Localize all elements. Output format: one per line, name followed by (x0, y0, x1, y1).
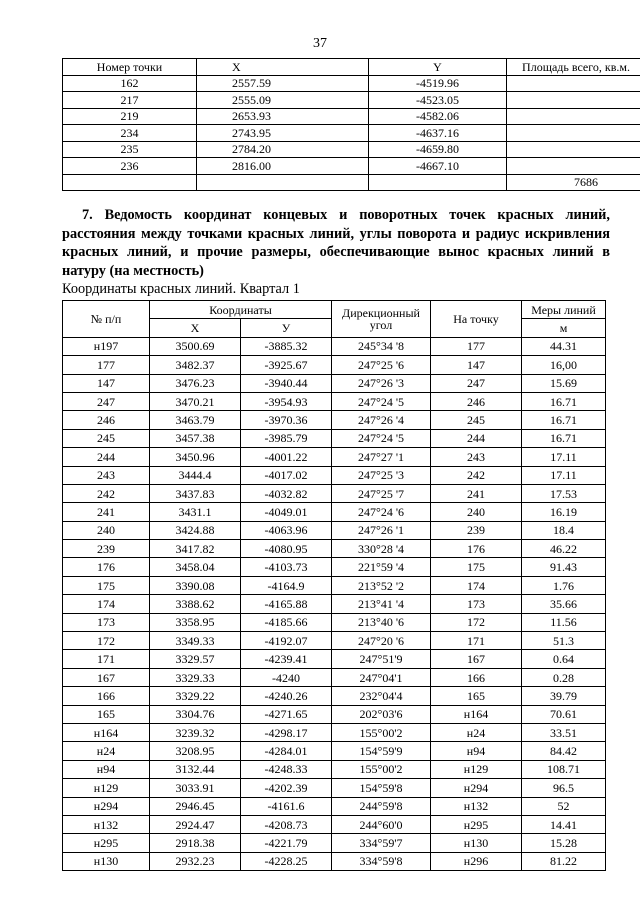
point-number-cell: 165 (63, 705, 150, 723)
table-row (63, 108, 640, 125)
column-header-to-point: На точку (431, 301, 522, 338)
table-row (63, 576, 606, 594)
line-length-cell: 91.43 (522, 558, 606, 576)
table-row (63, 503, 606, 521)
red-lines-coordinates-table (62, 300, 606, 871)
to-point-cell: 241 (431, 484, 522, 502)
table-cell: -4637.16 (369, 125, 507, 142)
table-cell: 2653.93 (197, 108, 369, 125)
point-number-cell: н295 (63, 834, 150, 852)
x-cell: 3132.44 (150, 760, 241, 778)
to-point-cell: 247 (431, 374, 522, 392)
direction-angle-cell: 221°59 '4 (332, 558, 431, 576)
table-row (63, 374, 606, 392)
line-length-cell: 39.79 (522, 687, 606, 705)
table-row (63, 484, 606, 502)
table-row (63, 466, 606, 484)
table-row (63, 521, 606, 539)
point-number-cell: н94 (63, 760, 150, 778)
table-cell: 162 (63, 75, 197, 92)
table-cell: 2557.59 (197, 75, 369, 92)
column-header-unit: м (522, 319, 606, 337)
x-cell: 3329.57 (150, 650, 241, 668)
table-row (63, 797, 606, 815)
table-row (63, 613, 606, 631)
table-row (63, 760, 606, 778)
direction-angle-cell: 247°27 '1 (332, 448, 431, 466)
to-point-cell: 172 (431, 613, 522, 631)
direction-angle-cell: 247°51'9 (332, 650, 431, 668)
direction-angle-cell: 247°25 '7 (332, 484, 431, 502)
to-point-cell: 176 (431, 540, 522, 558)
point-number-cell: 247 (63, 392, 150, 410)
x-cell: 3208.95 (150, 742, 241, 760)
y-cell: -4161.6 (241, 797, 332, 815)
table-cell: 2555.09 (197, 92, 369, 109)
table-header-row (63, 301, 606, 319)
table-subtitle: Координаты красных линий. Квартал 1 (62, 281, 300, 297)
point-number-cell: 174 (63, 595, 150, 613)
table-cell: 235 (63, 141, 197, 158)
column-header-line-measures: Меры линий (522, 301, 606, 319)
line-length-cell: 16,00 (522, 356, 606, 374)
x-cell: 2932.23 (150, 852, 241, 870)
table-cell: 2816.00 (197, 158, 369, 175)
table-row (63, 158, 640, 175)
to-point-cell: 240 (431, 503, 522, 521)
area-points-table (62, 58, 640, 191)
column-header-coordinates: Координаты (150, 301, 332, 319)
x-cell: 3390.08 (150, 576, 241, 594)
y-cell: -4284.01 (241, 742, 332, 760)
line-length-cell: 46.22 (522, 540, 606, 558)
x-cell: 3417.82 (150, 540, 241, 558)
direction-angle-cell: 213°40 '6 (332, 613, 431, 631)
x-cell: 3437.83 (150, 484, 241, 502)
line-length-cell: 15.69 (522, 374, 606, 392)
table-cell: -4519.96 (369, 75, 507, 92)
table-header-row (63, 59, 640, 76)
line-length-cell: 0.64 (522, 650, 606, 668)
column-header-y: У (241, 319, 332, 337)
table-cell: 219 (63, 108, 197, 125)
point-number-cell: 241 (63, 503, 150, 521)
table-row (63, 356, 606, 374)
direction-angle-cell: 247°26 '1 (332, 521, 431, 539)
direction-angle-cell: 247°25 '6 (332, 356, 431, 374)
to-point-cell: 167 (431, 650, 522, 668)
y-cell: -3970.36 (241, 411, 332, 429)
column-header-x: X (150, 319, 241, 337)
table-cell: 217 (63, 92, 197, 109)
y-cell: -4239.41 (241, 650, 332, 668)
y-cell: -4221.79 (241, 834, 332, 852)
y-cell: -3925.67 (241, 356, 332, 374)
point-number-cell: 177 (63, 356, 150, 374)
y-cell: -4202.39 (241, 779, 332, 797)
table-cell (197, 174, 369, 191)
line-length-cell: 33.51 (522, 723, 606, 741)
direction-angle-cell: 155°00'2 (332, 760, 431, 778)
y-cell: -4248.33 (241, 760, 332, 778)
red-lines-coordinates-table-body (63, 337, 606, 870)
direction-angle-cell: 155°00'2 (332, 723, 431, 741)
y-cell: -4192.07 (241, 632, 332, 650)
y-cell: -4271.65 (241, 705, 332, 723)
x-cell: 3463.79 (150, 411, 241, 429)
point-number-cell: 246 (63, 411, 150, 429)
to-point-cell: н296 (431, 852, 522, 870)
direction-angle-cell: 247°24 '5 (332, 392, 431, 410)
y-cell: -4298.17 (241, 723, 332, 741)
table-row (63, 141, 640, 158)
x-cell: 3457.38 (150, 429, 241, 447)
point-number-cell: 244 (63, 448, 150, 466)
direction-angle-cell: 247°25 '3 (332, 466, 431, 484)
point-number-cell: 166 (63, 687, 150, 705)
line-length-cell: 35.66 (522, 595, 606, 613)
y-cell: -4165.88 (241, 595, 332, 613)
table-row (63, 558, 606, 576)
table-row (63, 595, 606, 613)
column-header-y: Y (369, 59, 507, 76)
table-cell: 236 (63, 158, 197, 175)
line-length-cell: 51.3 (522, 632, 606, 650)
section-number: 7. (82, 207, 93, 223)
direction-angle-cell: 244°60'0 (332, 815, 431, 833)
point-number-cell: 239 (63, 540, 150, 558)
x-cell: 3450.96 (150, 448, 241, 466)
direction-angle-cell: 202°03'6 (332, 705, 431, 723)
table-row (63, 779, 606, 797)
table-cell: 234 (63, 125, 197, 142)
to-point-cell: 171 (431, 632, 522, 650)
table-cell (507, 125, 640, 142)
line-length-cell: 44.31 (522, 337, 606, 355)
x-cell: 2946.45 (150, 797, 241, 815)
table-row (63, 723, 606, 741)
to-point-cell: 166 (431, 668, 522, 686)
y-cell: -4063.96 (241, 521, 332, 539)
x-cell: 3482.37 (150, 356, 241, 374)
area-total-value: 7686 (507, 174, 640, 191)
direction-angle-cell: 334°59'7 (332, 834, 431, 852)
table-row (63, 815, 606, 833)
direction-angle-cell: 247°24 '5 (332, 429, 431, 447)
x-cell: 3424.88 (150, 521, 241, 539)
x-cell: 2924.47 (150, 815, 241, 833)
column-header-point-number: Номер точки (63, 59, 197, 76)
x-cell: 3500.69 (150, 337, 241, 355)
table-row (63, 687, 606, 705)
point-number-cell: 243 (63, 466, 150, 484)
x-cell: 3329.33 (150, 668, 241, 686)
direction-angle-cell: 247°04'1 (332, 668, 431, 686)
y-cell: -4080.95 (241, 540, 332, 558)
x-cell: 3388.62 (150, 595, 241, 613)
line-length-cell: 16.71 (522, 411, 606, 429)
section-heading-text: Ведомость координат концевых и поворотных точек красных линий, расстояния между точками красных линий, углы поворота и радиус искривления красных линий, и прочие размеры, обеспечивающие вынос красных линий в натуру (на местность) (62, 207, 610, 279)
to-point-cell: 177 (431, 337, 522, 355)
direction-angle-cell: 154°59'9 (332, 742, 431, 760)
point-number-cell: 175 (63, 576, 150, 594)
table-row (63, 852, 606, 870)
column-header-direction-angle: Дирекционный угол (332, 301, 431, 338)
y-cell: -4049.01 (241, 503, 332, 521)
line-length-cell: 17.53 (522, 484, 606, 502)
table-cell (507, 158, 640, 175)
point-number-cell: 167 (63, 668, 150, 686)
y-cell: -3940.44 (241, 374, 332, 392)
line-length-cell: 84.42 (522, 742, 606, 760)
to-point-cell: 246 (431, 392, 522, 410)
line-length-cell: 18.4 (522, 521, 606, 539)
point-number-cell: н164 (63, 723, 150, 741)
table-cell (369, 174, 507, 191)
y-cell: -4017.02 (241, 466, 332, 484)
table-cell: -4582.06 (369, 108, 507, 125)
point-number-cell: 172 (63, 632, 150, 650)
page-number: 37 (313, 36, 327, 51)
table-cell: -4523.05 (369, 92, 507, 109)
y-cell: -4032.82 (241, 484, 332, 502)
to-point-cell: н94 (431, 742, 522, 760)
y-cell: -4240.26 (241, 687, 332, 705)
point-number-cell: 242 (63, 484, 150, 502)
direction-angle-cell: 245°34 '8 (332, 337, 431, 355)
y-cell: -4185.66 (241, 613, 332, 631)
point-number-cell: 173 (63, 613, 150, 631)
table-row (63, 337, 606, 355)
table-row (63, 411, 606, 429)
table-row (63, 448, 606, 466)
table-row (63, 834, 606, 852)
to-point-cell: н132 (431, 797, 522, 815)
x-cell: 3444.4 (150, 466, 241, 484)
table-cell: -4667.10 (369, 158, 507, 175)
point-number-cell: 171 (63, 650, 150, 668)
table-cell (507, 141, 640, 158)
table-row (63, 392, 606, 410)
to-point-cell: 239 (431, 521, 522, 539)
to-point-cell: 175 (431, 558, 522, 576)
point-number-cell: 176 (63, 558, 150, 576)
table-cell: 2743.95 (197, 125, 369, 142)
to-point-cell: 244 (431, 429, 522, 447)
x-cell: 3431.1 (150, 503, 241, 521)
table-row (63, 705, 606, 723)
point-number-cell: н132 (63, 815, 150, 833)
x-cell: 3033.91 (150, 779, 241, 797)
point-number-cell: н130 (63, 852, 150, 870)
y-cell: -4001.22 (241, 448, 332, 466)
table-cell (507, 92, 640, 109)
x-cell: 3304.76 (150, 705, 241, 723)
to-point-cell: н24 (431, 723, 522, 741)
point-number-cell: 240 (63, 521, 150, 539)
direction-angle-cell: 334°59'8 (332, 852, 431, 870)
to-point-cell: н130 (431, 834, 522, 852)
line-length-cell: 11.56 (522, 613, 606, 631)
table-cell (63, 174, 197, 191)
line-length-cell: 16.71 (522, 392, 606, 410)
line-length-cell: 70.61 (522, 705, 606, 723)
table-cell (507, 75, 640, 92)
y-cell: -4164.9 (241, 576, 332, 594)
column-header-area-total: Площадь всего, кв.м. (507, 59, 640, 76)
table-row (63, 650, 606, 668)
table-total-row (63, 174, 640, 191)
line-length-cell: 17.11 (522, 448, 606, 466)
table-row (63, 668, 606, 686)
x-cell: 3329.22 (150, 687, 241, 705)
to-point-cell: 173 (431, 595, 522, 613)
y-cell: -3954.93 (241, 392, 332, 410)
line-length-cell: 108.71 (522, 760, 606, 778)
x-cell: 2918.38 (150, 834, 241, 852)
table-cell: 2784.20 (197, 141, 369, 158)
to-point-cell: 165 (431, 687, 522, 705)
direction-angle-cell: 213°41 '4 (332, 595, 431, 613)
table-row (63, 540, 606, 558)
direction-angle-cell: 247°24 '6 (332, 503, 431, 521)
to-point-cell: н164 (431, 705, 522, 723)
line-length-cell: 14.41 (522, 815, 606, 833)
y-cell: -3885.32 (241, 337, 332, 355)
direction-angle-cell: 247°20 '6 (332, 632, 431, 650)
point-number-cell: 147 (63, 374, 150, 392)
table-row (63, 125, 640, 142)
to-point-cell: н294 (431, 779, 522, 797)
line-length-cell: 16.71 (522, 429, 606, 447)
direction-angle-cell: 232°04'4 (332, 687, 431, 705)
point-number-cell: н24 (63, 742, 150, 760)
table-cell (507, 108, 640, 125)
x-cell: 3349.33 (150, 632, 241, 650)
to-point-cell: 242 (431, 466, 522, 484)
direction-angle-cell: 244°59'8 (332, 797, 431, 815)
direction-angle-cell: 213°52 '2 (332, 576, 431, 594)
line-length-cell: 0.28 (522, 668, 606, 686)
to-point-cell: н295 (431, 815, 522, 833)
line-length-cell: 96.5 (522, 779, 606, 797)
direction-angle-cell: 330°28 '4 (332, 540, 431, 558)
line-length-cell: 81.22 (522, 852, 606, 870)
area-points-table-body (63, 75, 640, 191)
y-cell: -4208.73 (241, 815, 332, 833)
point-number-cell: н129 (63, 779, 150, 797)
section-heading (62, 206, 610, 280)
x-cell: 3470.21 (150, 392, 241, 410)
table-row (63, 429, 606, 447)
table-row (63, 92, 640, 109)
direction-angle-cell: 154°59'8 (332, 779, 431, 797)
table-cell: -4659.80 (369, 141, 507, 158)
column-header-number: № п/п (63, 301, 150, 338)
to-point-cell: 243 (431, 448, 522, 466)
line-length-cell: 15.28 (522, 834, 606, 852)
point-number-cell: н197 (63, 337, 150, 355)
point-number-cell: 245 (63, 429, 150, 447)
line-length-cell: 1.76 (522, 576, 606, 594)
line-length-cell: 16.19 (522, 503, 606, 521)
y-cell: -3985.79 (241, 429, 332, 447)
table-row (63, 632, 606, 650)
y-cell: -4240 (241, 668, 332, 686)
table-row (63, 742, 606, 760)
direction-angle-cell: 247°26 '4 (332, 411, 431, 429)
column-header-x: X (197, 59, 369, 76)
to-point-cell: 174 (431, 576, 522, 594)
to-point-cell: 147 (431, 356, 522, 374)
x-cell: 3476.23 (150, 374, 241, 392)
to-point-cell: 245 (431, 411, 522, 429)
line-length-cell: 52 (522, 797, 606, 815)
to-point-cell: н129 (431, 760, 522, 778)
table-row (63, 75, 640, 92)
x-cell: 3358.95 (150, 613, 241, 631)
y-cell: -4103.73 (241, 558, 332, 576)
x-cell: 3458.04 (150, 558, 241, 576)
line-length-cell: 17.11 (522, 466, 606, 484)
direction-angle-cell: 247°26 '3 (332, 374, 431, 392)
point-number-cell: н294 (63, 797, 150, 815)
x-cell: 3239.32 (150, 723, 241, 741)
y-cell: -4228.25 (241, 852, 332, 870)
